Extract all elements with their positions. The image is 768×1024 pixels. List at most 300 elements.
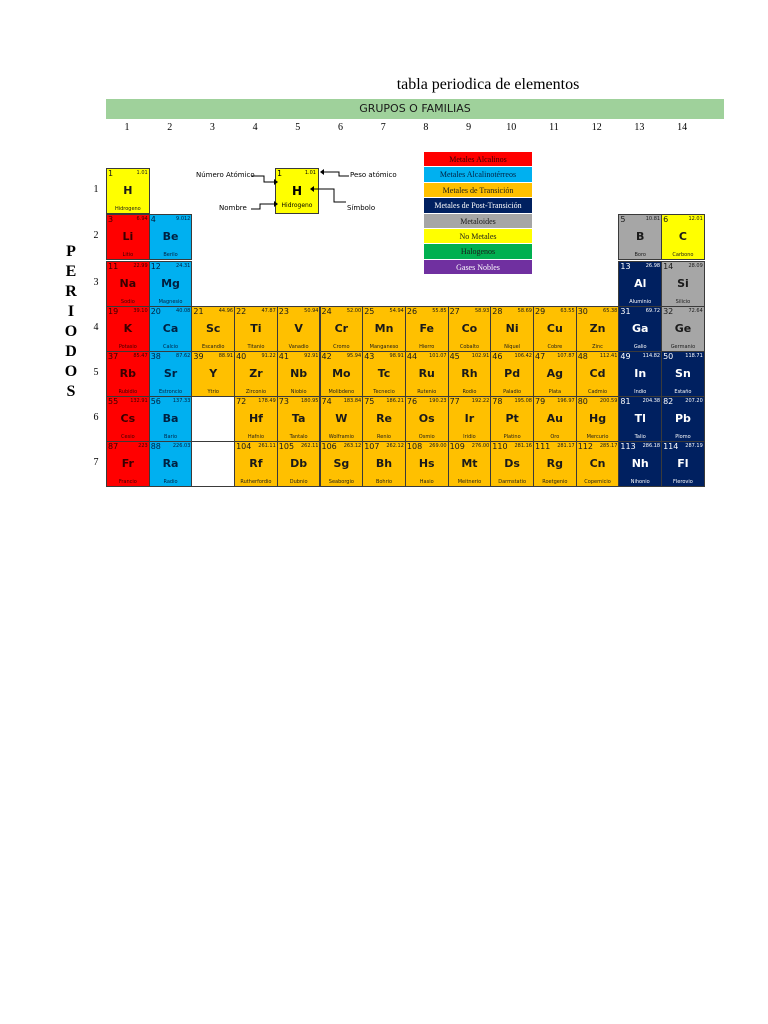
group-number: 11 [549,122,559,133]
element-symbol: Rh [461,367,478,380]
page-title: tabla periodica de elementos [396,76,580,93]
element-y [191,351,235,397]
element-atomic-mass: 262.12 [386,443,404,449]
element-cn [576,441,620,487]
element-atomic-number: 5 [620,215,626,224]
element-atomic-number: 50 [663,352,674,361]
element-name: Bario [164,434,178,440]
element-symbol: Ag [546,367,564,380]
element-name: Estroncio [158,389,183,395]
element-symbol: Cd [589,367,606,380]
groups-header: GRUPOS O FAMILIAS [106,99,724,119]
element-atomic-number: 29 [535,307,546,316]
element-name: Cromo [333,344,350,350]
element-symbol: Mo [332,367,351,380]
element-symbol: Cn [589,457,606,470]
element-os [405,396,449,442]
element-symbol: Cu [546,322,563,335]
element-atomic-mass: 226.03 [172,443,191,449]
element-ni [490,306,534,352]
element-atomic-number: 78 [492,397,503,406]
element-atomic-number: 32 [663,307,674,316]
key-name: Hidrogeno [281,202,313,209]
element-atomic-mass: 107.87 [557,353,575,359]
element-atomic-number: 45 [449,352,460,361]
period-number: 7 [93,457,99,468]
element-atomic-number: 23 [278,307,289,316]
periodos-letter: O [64,363,78,380]
element-name: Ytrio [207,389,219,395]
element-symbol: Rb [119,367,137,380]
element-atomic-mass: 39.10 [133,308,148,314]
element-re [362,396,406,442]
element-atomic-number: 39 [193,352,204,361]
period-number: 5 [93,367,99,378]
element-symbol: Sg [333,457,350,470]
element-sr [149,351,193,397]
period-number: 2 [93,230,99,241]
element-atomic-number: 105 [278,442,295,451]
key-label-nombre: Nombre [219,204,247,212]
element-symbol: B [636,230,645,243]
element-na [106,261,150,307]
element-nh [618,441,662,487]
key-label-simbolo: Símbolo [347,204,376,212]
element-atomic-number: 11 [108,262,119,271]
element-name: Flerovio [673,479,693,485]
element-symbol: Zr [249,367,263,380]
element-name: Nihonio [630,479,650,485]
element-atomic-mass: 47.87 [261,308,276,314]
element-atomic-number: 73 [278,397,289,406]
periodos-letter: E [65,263,77,280]
element-ga [618,306,662,352]
element-cs [106,396,150,442]
element-name: Potasio [118,344,137,350]
group-number: 13 [634,122,645,133]
element-symbol: V [294,322,303,335]
element-name: Rodio [462,389,477,395]
element-tl [618,396,662,442]
element-rg [533,441,577,487]
element-ca [149,306,193,352]
element-atomic-number: 114 [663,442,679,451]
element-atomic-mass: 186.21 [386,398,404,404]
element-atomic-number: 31 [620,307,631,316]
element-atomic-number: 87 [108,442,119,451]
element-atomic-mass: 285.17 [599,443,618,449]
element-symbol: Co [461,322,478,335]
element-symbol: Cs [120,412,136,425]
element-name: Tantalo [289,434,308,440]
group-number: 1 [124,122,130,133]
element-name: Boro [634,252,646,258]
key-atomic-number: 1 [277,169,283,178]
element-symbol: Fl [677,457,689,470]
element-symbol: Ta [291,412,306,425]
element-symbol: Mg [161,277,180,290]
element-h [106,168,150,214]
element-name: Calcio [162,344,179,350]
element-name: Cobre [547,344,563,350]
element-atomic-number: 110 [492,442,508,451]
element-name: Tecnecio [373,389,395,395]
element-be [149,214,193,260]
element-atomic-mass: 183.84 [343,398,362,404]
element-ds [490,441,534,487]
element-atomic-number: 4 [150,215,156,224]
element-symbol: Be [162,230,179,243]
element-atomic-number: 43 [364,352,375,361]
element-atomic-mass: 58.69 [517,308,532,314]
element-name: Rubidio [118,389,138,395]
key-atomic-mass: 1.01 [304,170,316,176]
element-atomic-mass: 91.22 [261,353,276,359]
element-zr [234,351,278,397]
legend-item: Halogenos [424,244,532,259]
group-number: 8 [423,122,429,133]
category-legend [424,152,532,275]
element-atomic-mass: 22.99 [133,263,148,269]
element-rf [234,441,278,487]
element-au [533,396,577,442]
element-symbol: Ti [250,322,262,335]
element-symbol: Ge [674,322,692,335]
element-atomic-number: 108 [406,442,423,451]
element-ti [234,306,278,352]
element-ru [405,351,449,397]
period-number: 3 [93,277,99,288]
element-atomic-number: 79 [535,397,546,406]
element-symbol: Nh [631,457,649,470]
element-atomic-mass: 24.31 [176,263,191,269]
period-number: 1 [93,184,99,195]
element-atomic-number: 37 [108,352,119,361]
element-atomic-number: 107 [364,442,380,451]
element-fe [405,306,449,352]
element-sn [661,351,705,397]
element-symbol: In [634,367,647,380]
element-symbol: Rf [249,457,263,470]
element-atomic-mass: 263.12 [343,443,362,449]
element-atomic-number: 111 [535,442,551,451]
element-fl [661,441,705,487]
element-sg [320,441,364,487]
element-atomic-mass: 281.16 [514,443,532,449]
element-name: Roetgenio [542,479,568,485]
element-atomic-mass: 88.91 [218,353,234,359]
element-name: Titanio [247,344,265,350]
element-symbol: Ds [504,457,520,470]
element-symbol: Os [418,412,435,425]
legend-item: Metaloides [424,214,532,229]
element-atomic-number: 14 [663,262,674,271]
element-symbol: Na [119,277,137,290]
element-atomic-number: 106 [321,442,337,451]
element-symbol: Tl [634,412,646,425]
period-number: 4 [93,322,99,333]
element-name: Níquel [504,344,521,350]
element-atomic-mass: 98.91 [389,353,404,359]
element-name: Oro [550,434,560,440]
group-number: 3 [209,122,215,133]
element-ra [149,441,193,487]
element-atomic-mass: 101.07 [429,353,447,359]
element-atomic-number: 80 [577,397,588,406]
element-atomic-mass: 28.09 [688,263,703,269]
element-atomic-number: 74 [321,397,332,406]
element-atomic-mass: 63.55 [560,308,575,314]
element-atomic-number: 3 [108,215,114,224]
element-atomic-mass: 286.18 [642,443,661,449]
element-atomic-number: 55 [108,397,119,406]
element-atomic-number: 82 [663,397,674,406]
element-db [277,441,321,487]
element-atomic-mass: 72.64 [688,308,703,314]
element-k [106,306,150,352]
element-atomic-mass: 10.81 [645,216,661,222]
element-atomic-mass: 92.91 [304,353,319,359]
element-name: Vanadio [288,344,309,350]
element-atomic-mass: 69.72 [645,308,661,314]
element-name: Copernicio [584,479,611,485]
group-number: 12 [591,122,602,133]
element-atomic-number: 109 [449,442,465,451]
element-hg [576,396,620,442]
element-symbol: Hs [418,457,435,470]
element-name: Renio [377,434,391,440]
element-name: Dubnio [289,479,308,485]
element-symbol: Ga [632,322,649,335]
element-atomic-number: 28 [492,307,503,316]
element-pb [661,396,705,442]
element-atomic-number: 19 [108,307,119,316]
element-name: Magnesio [158,299,183,305]
element-symbol: Sn [675,367,691,380]
element-name: Rutherfordio [240,479,272,485]
element-atomic-mass: 261.11 [258,443,276,449]
legend-item: Metales de Post-Transición [424,198,532,213]
element-atomic-mass: 106.42 [514,353,532,359]
key-symbol: H [291,184,303,198]
element-cr [320,306,364,352]
element-atomic-number: 24 [321,307,332,316]
element-name: Indio [634,389,647,395]
element-atomic-mass: 102.91 [471,353,490,359]
element-atomic-number: 75 [364,397,375,406]
element-name: Plata [548,389,562,395]
periodos-label [62,242,80,402]
element-atomic-mass: 195.08 [514,398,532,404]
element-atomic-mass: 95.94 [346,353,362,359]
element-name: Sodio [120,299,135,305]
element-atomic-mass: 65.38 [603,308,618,314]
element-name: Berilo [163,252,178,258]
element-name: Molibdeno [328,389,355,395]
element-atomic-mass: 204.38 [642,398,661,404]
element-atomic-number: 12 [150,262,161,271]
element-atomic-number: 27 [449,307,460,316]
element-mt [448,441,492,487]
element-atomic-number: 77 [449,397,460,406]
legend-item: Metales de Transición [424,183,532,198]
element-atomic-mass: 178.49 [258,398,276,404]
group-number: 9 [466,122,472,133]
element-bh [362,441,406,487]
element-atomic-mass: 87.62 [176,353,191,359]
element-name: Hafnio [247,434,265,440]
element-atomic-mass: 26.98 [645,263,661,269]
element-atomic-mass: 9.012 [176,216,191,222]
element-symbol: Bh [375,457,393,470]
element-atomic-number: 49 [620,352,631,361]
element-name: Meitnerio [457,479,482,485]
element-symbol: Ir [464,412,475,425]
element-symbol: Ra [162,457,179,470]
element-name: Paladio [503,389,522,395]
element-atomic-mass: 223 [138,443,148,449]
element-hf [234,396,278,442]
element-fr [106,441,150,487]
element-atomic-mass: 281.17 [557,443,575,449]
element-atomic-number: 20 [150,307,161,316]
element-name: Silicio [675,299,691,305]
period-number: 6 [93,412,99,423]
element-rb [106,351,150,397]
element-symbol: Mt [461,457,478,470]
element-name: Iridio [463,434,476,440]
element-symbol: Zn [589,322,606,335]
element-name: Manganeso [369,344,399,350]
element-name: Rutenio [417,389,437,395]
element-atomic-number: 112 [577,442,593,451]
element-atomic-mass: 6.94 [136,216,148,222]
periodos-letter: O [64,323,78,340]
element-symbol: K [123,322,133,335]
element-symbol: Li [122,230,134,243]
element-pd [490,351,534,397]
element-symbol: Ca [162,322,179,335]
element-atomic-mass: 200.59 [599,398,618,404]
element-atomic-number: 44 [406,352,418,361]
element-name: Talio [634,434,646,440]
element-atomic-number: 113 [620,442,636,451]
element-name: Mercurio [586,434,609,440]
element-al [618,261,662,307]
element-name: Escandio [202,344,225,350]
element-symbol: Sc [206,322,221,335]
element-atomic-mass: 132.91 [130,398,148,404]
element-li [106,214,150,260]
element-atomic-number: 76 [406,397,418,406]
element-atomic-number: 88 [150,442,161,451]
element-name: Niobio [290,389,307,395]
element-symbol: Db [290,457,308,470]
element-name: Litio [122,252,134,258]
element-symbol: Y [209,367,218,380]
element-atomic-number: 56 [150,397,161,406]
element-symbol: W [335,412,348,425]
element-symbol: Hf [248,412,263,425]
element-name: Osmio [418,434,435,440]
element-atomic-mass: 85.47 [133,353,148,359]
periodos-letter: R [65,283,77,300]
element-name: Platino [503,434,521,440]
group-number: 4 [252,122,258,133]
element-symbol: C [678,230,687,243]
group-number: 10 [506,122,517,133]
element-symbol: Nb [290,367,308,380]
element-mn [362,306,406,352]
element-name: Zirconio [245,389,267,395]
element-ba [149,396,193,442]
element-name: Cobalto [459,344,480,350]
element-ir [448,396,492,442]
element-atomic-mass: 118.71 [685,353,703,359]
element-ge [661,306,705,352]
element-rh [448,351,492,397]
legend-item: Metales Alcalinotérreos [424,167,532,182]
element-atomic-mass: 269.00 [429,443,447,449]
element-name: Plomo [675,434,691,440]
element-symbol: Tc [377,367,391,380]
empty-cell [191,441,235,487]
element-symbol: Fr [121,457,134,470]
element-atomic-mass: 54.94 [389,308,404,314]
element-atomic-number: 22 [236,307,247,316]
element-atomic-mass: 52.00 [346,308,362,314]
element-atomic-number: 26 [406,307,418,316]
key-arrows [250,168,380,218]
group-number: 14 [677,122,688,133]
element-name: Francio [118,479,137,485]
element-name: Hidrogeno [114,206,141,212]
element-atomic-number: 41 [278,352,289,361]
element-symbol: Cr [334,322,349,335]
element-atomic-number: 6 [663,215,669,224]
element-name: Radio [163,479,178,485]
group-number: 6 [338,122,343,133]
element-symbol: Pd [504,367,521,380]
element-symbol: Au [546,412,564,425]
element-symbol: H [123,184,133,197]
element-sc [191,306,235,352]
element-atomic-number: 40 [236,352,247,361]
element-atomic-number: 42 [321,352,332,361]
element-c [661,214,705,260]
element-si [661,261,705,307]
key-label-peso: Peso atómico [350,171,397,179]
periodos-letter: D [65,343,77,360]
element-atomic-number: 47 [535,352,546,361]
element-name: Aluminio [629,299,652,305]
element-zn [576,306,620,352]
element-symbol: Rg [546,457,564,470]
element-name: Seaborgio [328,479,354,485]
element-atomic-number: 13 [620,262,631,271]
element-atomic-number: 25 [364,307,375,316]
legend-item: Metales Alcalinos [424,152,532,167]
periodos-letter: P [66,243,76,260]
element-nb [277,351,321,397]
element-symbol: Pb [674,412,691,425]
element-name: Estaño [674,389,692,395]
element-symbol: Ru [418,367,435,380]
element-atomic-number: 30 [577,307,588,316]
element-atomic-mass: 114.82 [642,353,661,359]
element-ag [533,351,577,397]
group-number: 2 [167,122,173,133]
